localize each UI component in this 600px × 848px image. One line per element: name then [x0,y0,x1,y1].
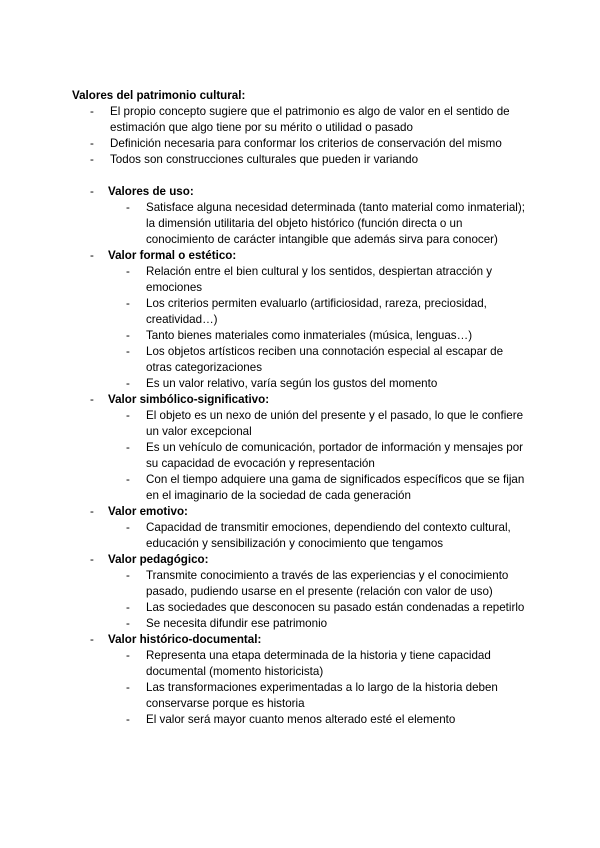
category-emotivo [72,504,532,552]
category-uso [72,184,532,248]
category-pedagogico [72,552,532,632]
category-items [108,264,532,392]
category-historico [72,632,532,728]
document-title: Valores del patrimonio cultural: [72,89,246,102]
list-item: - Transmite conocimiento a través de las experiencias y el conocimiento pasado, pudiendo usarse en el presente (relación con valor de uso) [108,568,532,600]
intro-item-2: - Definición necesaria para conformar los criterios de conservación del mismo [72,136,532,152]
category-items [108,648,532,728]
intro-item-1: - El propio concepto sugiere que el patrimonio es algo de valor en el sentido de estimación que algo tiene por su mérito o utilidad o pasado [72,104,532,136]
intro-item-3: - Todos son construcciones culturales que pueden ir variando [72,152,532,168]
list-item: - Satisface alguna necesidad determinada (tanto material como inmaterial); la dimensión utilitaria del objeto histórico (función directa o un conocimiento de carácter intangible que además sirva para conocer) [108,200,532,248]
value-categories [72,184,532,728]
category-heading: - Valor histórico-documental: [108,632,532,648]
category-items [108,408,532,504]
list-item: - Capacidad de transmitir emociones, dependiendo del contexto cultural, educación y sensibilización y conocimiento que tengamos [108,520,532,552]
list-item: - Se necesita difundir ese patrimonio [108,616,532,632]
list-item: - Con el tiempo adquiere una gama de significados específicos que se fijan en el imaginario de la sociedad de cada generación [108,472,532,504]
category-heading: - Valor emotivo: [108,504,532,520]
list-item: - Tanto bienes materiales como inmateriales (música, lenguas…) [108,328,532,344]
category-heading: - Valor pedagógico: [108,552,532,568]
list-item: - El objeto es un nexo de unión del presente y el pasado, lo que le confiere un valor excepcional [108,408,532,440]
category-heading: - Valor formal o estético: [108,248,532,264]
list-item: - El valor será mayor cuanto menos alterado esté el elemento [108,712,532,728]
category-simbolico [72,392,532,504]
category-heading: - Valores de uso: [108,184,532,200]
category-formal-estetico [72,248,532,392]
category-items [108,568,532,632]
list-item: - Las sociedades que desconocen su pasado están condenadas a repetirlo [108,600,532,616]
list-item: - Relación entre el bien cultural y los sentidos, despiertan atracción y emociones [108,264,532,296]
list-item: - Representa una etapa determinada de la historia y tiene capacidad documental (momento historicista) [108,648,532,680]
list-item: - Es un vehículo de comunicación, portador de información y mensajes por su capacidad de evocación y representación [108,440,532,472]
list-item: - Los criterios permiten evaluarlo (artificiosidad, rareza, preciosidad, creatividad…) [108,296,532,328]
category-items [108,520,532,552]
list-item: - Es un valor relativo, varía según los gustos del momento [108,376,532,392]
intro-list [72,104,532,168]
list-item: - Las transformaciones experimentadas a lo largo de la historia deben conservarse porque es historia [108,680,532,712]
list-item: - Los objetos artísticos reciben una connotación especial al escapar de otras categorizaciones [108,344,532,376]
category-heading: - Valor simbólico-significativo: [108,392,532,408]
category-items [108,200,532,248]
